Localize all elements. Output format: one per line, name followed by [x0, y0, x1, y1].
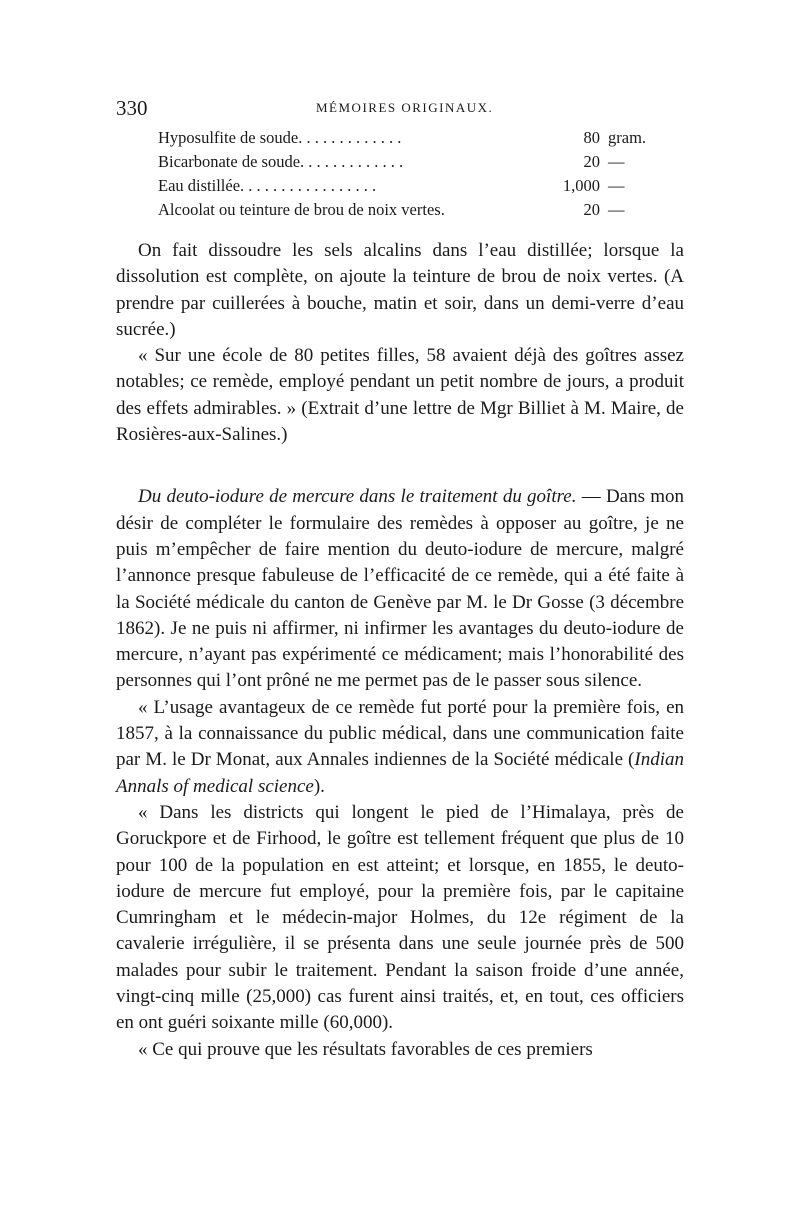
- body-text: [116, 238, 684, 1063]
- paragraph-text-end: ).: [313, 775, 325, 797]
- recipe-quantity: 80: [583, 128, 600, 147]
- paragraph-text: « L’usage avantageux de ce remède fut porté pour la première fois, en 1857, à la connaissance du public médical, dans une communication faite par M. le Dr Monat, aux Annales indiennes de la Société médicale (: [116, 696, 684, 771]
- recipe-unit: —: [608, 152, 625, 171]
- paragraph-letter-extract: « Sur une école de 80 petites filles, 58 avaient déjà des goîtres assez notables; ce remède, employé pendant un petit nombre de jours, a produit des effets admirables. » (Extrait d’une lettre de Mgr Billiet à M. Maire, de Rosières-aux-Salines.): [116, 345, 684, 446]
- recipe-row: [158, 128, 668, 152]
- paragraph-dissolution: On fait dissoudre les sels alcalins dans l’eau distillée; lorsque la dissolution est complète, on ajoute la teinture de brou de noix vertes. (A prendre par cuillerées à bouche, matin et soir, dans un demi-verre d’eau sucrée.): [116, 240, 684, 340]
- journal-title: Indian Annals of medical science: [116, 749, 684, 797]
- paragraph-deuto-iodure: [116, 484, 684, 694]
- recipe-ingredient: Alcoolat ou teinture de brou de noix vertes.: [158, 200, 445, 219]
- paragraph-results: « Ce qui prouve que les résultats favorables de ces premiers: [138, 1038, 593, 1060]
- page-number: 330: [116, 96, 148, 120]
- paragraph-text: — Dans mon désir de compléter le formulaire des remèdes à opposer au goître, je ne puis m’empêcher de faire mention du deuto-iodure de mercure, malgré l’annonce presque fabuleuse de l’efficacité de ce remède, qui a été faite à la Société médicale du canton de Genève par M. le Dr Gosse (3 décembre 1862). Je ne puis ni affirmer, ni infirmer les avantages du deuto-iodure de mercure, n’ayant pas expérimenté ce médicament; mais l’honorabilité des personnes qui l’ont prôné ne me permet pas de le passer sous silence.: [116, 486, 685, 692]
- recipe-unit: —: [608, 200, 625, 219]
- running-title: MÉMOIRES ORIGINAUX.: [316, 100, 494, 115]
- recipe-quantity: 20: [583, 152, 600, 171]
- recipe-unit: —: [608, 176, 625, 195]
- recipe-ingredient: Bicarbonate de soude. . . . . . . . . . . . .: [158, 152, 404, 171]
- page-header: [116, 96, 696, 122]
- paragraph-himalaya: « Dans les districts qui longent le pied de l’Himalaya, près de Goruckpore et de Firhood, le goître est tellement fréquent que plus de 10 pour 100 de la population en est atteint; et lorsque, en 1855, le deuto-iodure de mercure fut employé, pour la première fois, par le capitaine Cumringham et le médecin-major Holmes, du 12e régiment de la cavalerie irrégulière, il se présenta dans une seule journée près de 500 malades pour subir le traitement. Pendant la saison froide d’une année, vingt-cinq mille (25,000) cas furent ainsi traités, et, en tout, ces officiers en ont guéri soixante mille (60,000).: [116, 801, 684, 1034]
- recipe-row: [158, 200, 668, 224]
- recipe-ingredient: Eau distillée. . . . . . . . . . . . . . . . .: [158, 176, 377, 195]
- recipe-row: [158, 152, 668, 176]
- paragraph-usage: [116, 695, 684, 800]
- section-title: Du deuto-iodure de mercure dans le traitement du goître.: [138, 486, 577, 508]
- recipe-ingredient: Hyposulfite de soude. . . . . . . . . . . . .: [158, 128, 402, 147]
- recipe-unit: gram.: [608, 128, 647, 147]
- recipe-quantity: 1,000: [562, 176, 600, 195]
- recipe-row: [158, 176, 668, 200]
- recipe-quantity: 20: [583, 200, 600, 219]
- recipe-table: [158, 128, 668, 224]
